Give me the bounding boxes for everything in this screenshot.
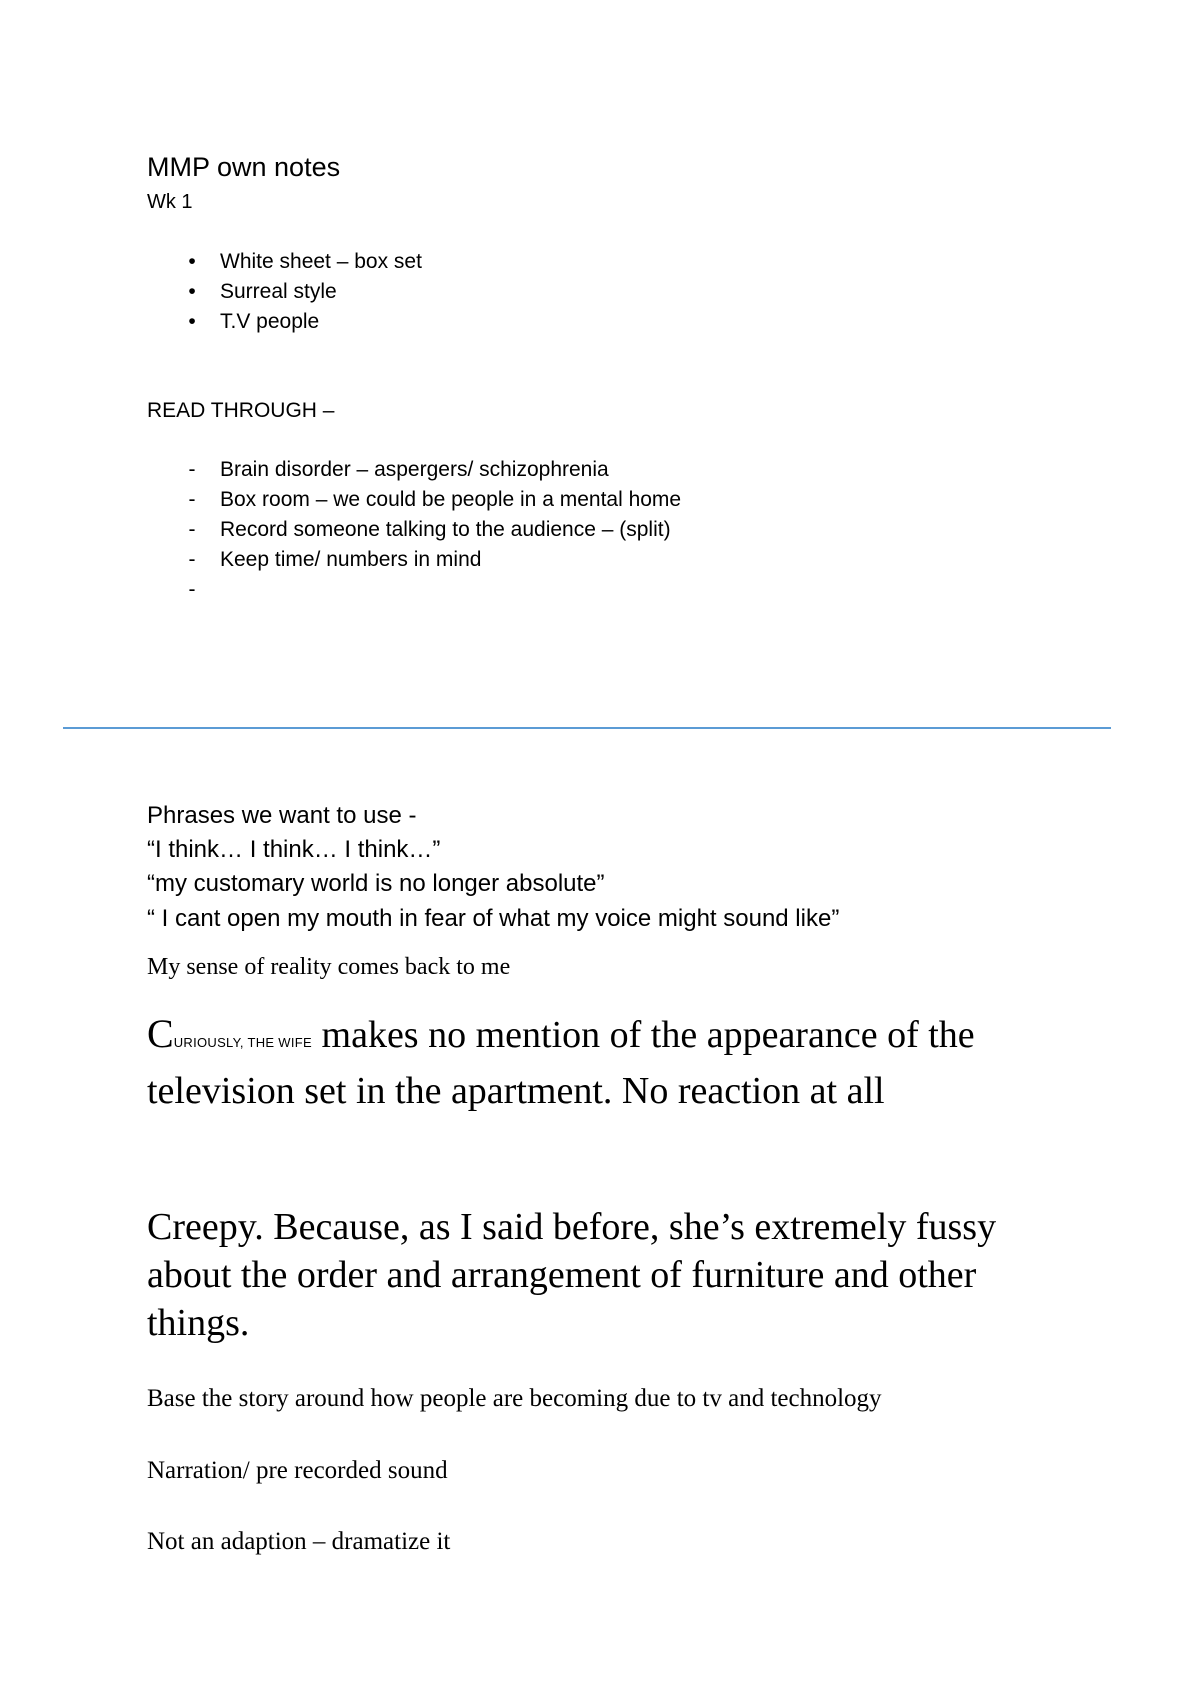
dash-icon: - — [188, 458, 196, 481]
bullet-icon: • — [188, 250, 196, 273]
phrase-line: “my customary world is no longer absolute” — [147, 870, 605, 897]
list-item-text: Box room – we could be people in a mental home — [220, 488, 682, 511]
document-title: MMP own notes — [147, 152, 341, 182]
phrase-line: “ I cant open my mouth in fear of what my voice might sound like” — [147, 905, 840, 932]
dash-icon: - — [188, 548, 196, 571]
read-through-heading: READ THROUGH – — [147, 399, 335, 422]
dash-icon: - — [188, 488, 196, 511]
list-item-text: Brain disorder – aspergers/ schizophrenia — [220, 458, 609, 481]
list-item-text: Keep time/ numbers in mind — [220, 548, 482, 571]
horizontal-rule — [63, 727, 1111, 729]
week-label: Wk 1 — [147, 191, 193, 213]
quote-text: makes no mention of the appearance of the television set in the apartment. No reaction at all — [147, 1014, 975, 1112]
list-item-text: White sheet – box set — [220, 250, 422, 273]
drop-cap: C — [147, 1011, 174, 1056]
note-line: Not an adaption – dramatize it — [147, 1528, 451, 1555]
bullet-icon: • — [188, 310, 196, 333]
phrases-heading: Phrases we want to use - — [147, 802, 417, 829]
dash-icon: - — [188, 518, 196, 541]
sense-of-reality-line: My sense of reality comes back to me — [147, 954, 511, 980]
note-line: Base the story around how people are becoming due to tv and technology — [147, 1385, 882, 1412]
curiously-quote — [147, 1010, 1077, 1115]
phrase-line: “I think… I think… I think…” — [147, 836, 441, 863]
creepy-quote: Creepy. Because, as I said before, she’s extremely fussy about the order and arrangement of furniture and other things. — [147, 1206, 997, 1344]
dash-icon: - — [188, 578, 196, 601]
list-item-text: T.V people — [220, 310, 320, 333]
small-caps-text: URIOUSLY, THE WIFE — [173, 1035, 313, 1050]
list-item-text: Surreal style — [220, 280, 337, 303]
list-item-text: Record someone talking to the audience – (split) — [220, 518, 671, 541]
bullet-icon: • — [188, 280, 196, 303]
note-line: Narration/ pre recorded sound — [147, 1457, 448, 1484]
